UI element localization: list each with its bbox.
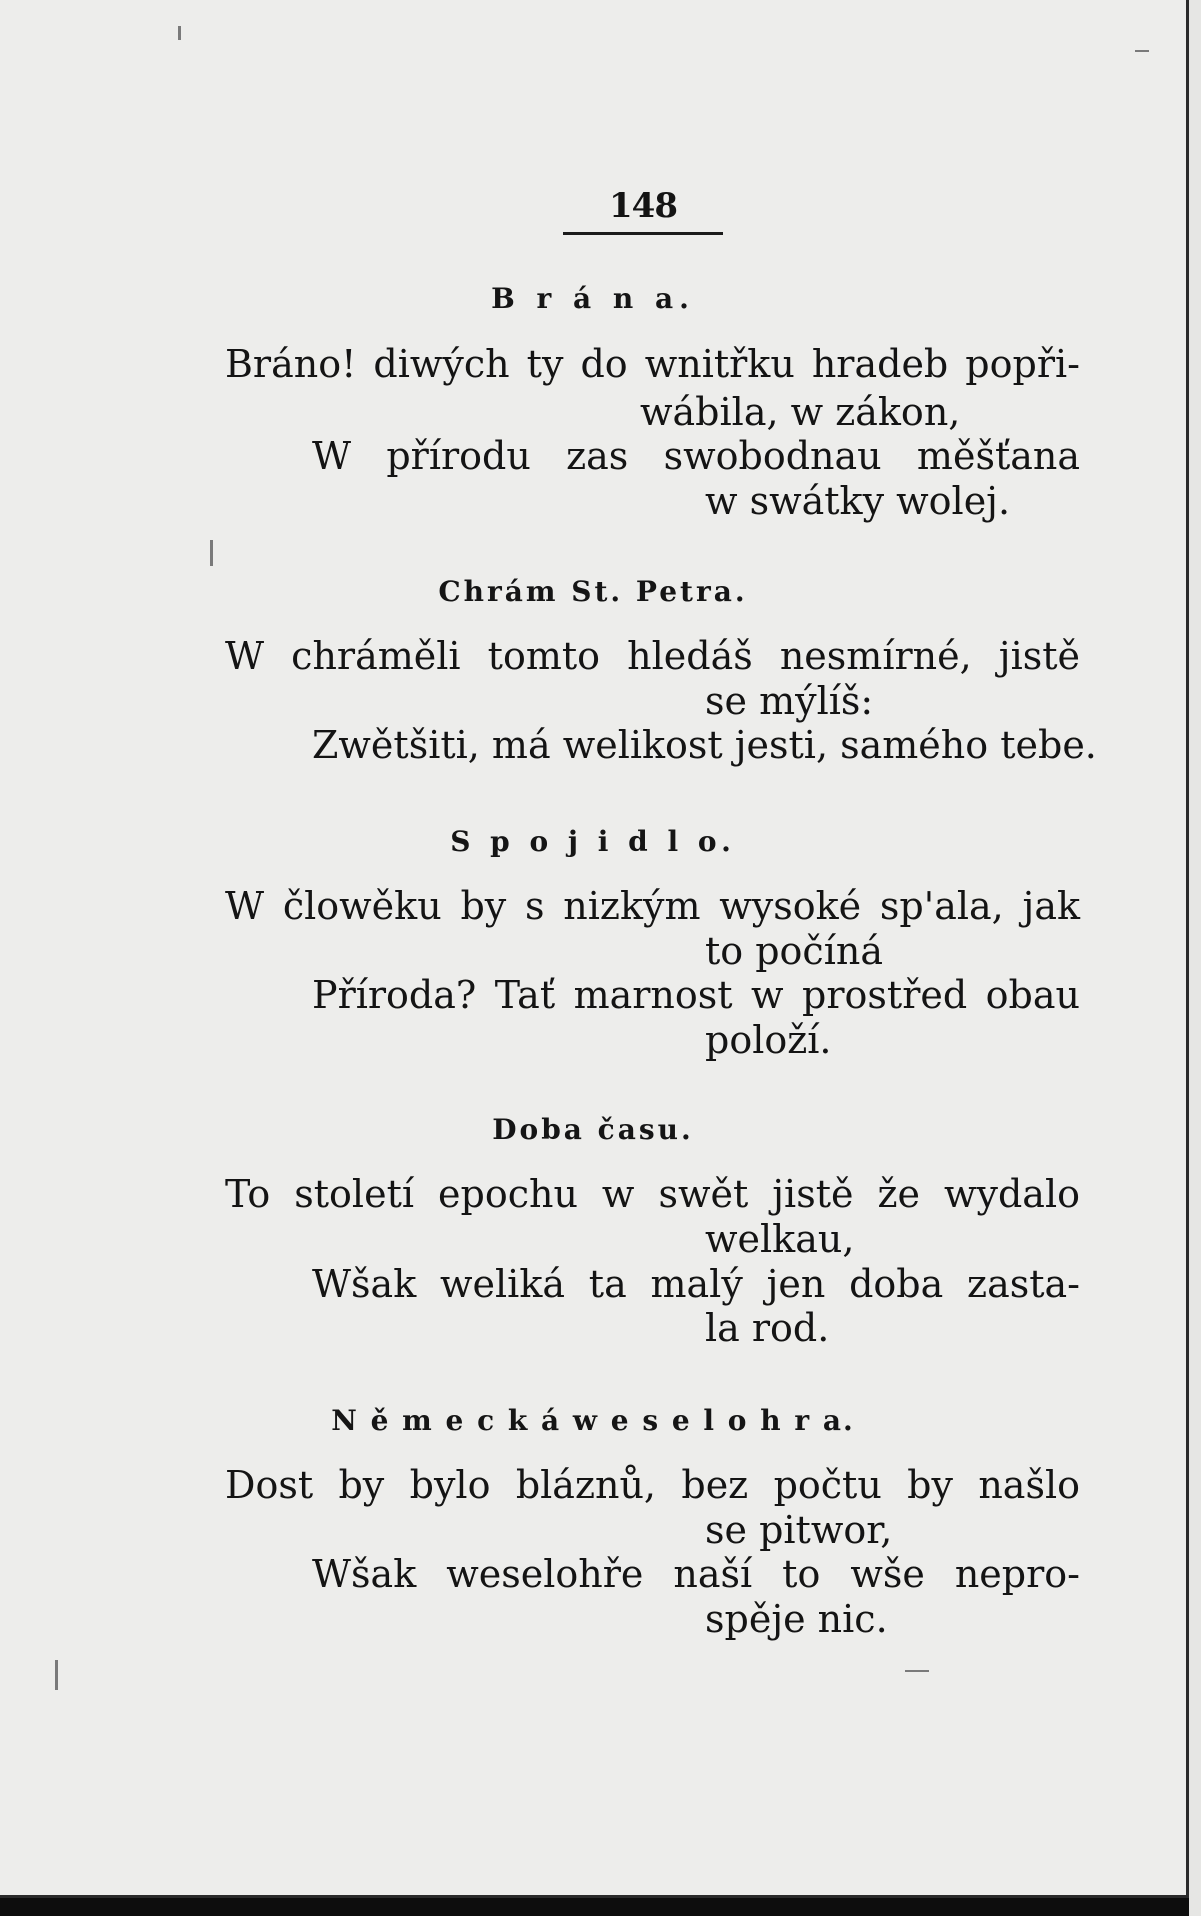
section-title-spojidlo: S p o j i d l o.	[450, 825, 736, 858]
verse-line: la rod.	[705, 1306, 830, 1350]
verse-line: To století epochu w swět jistě že wydalo	[225, 1172, 1080, 1216]
verse-line: Bráno! diwých ty do wnitřku hradeb popři-	[225, 342, 1080, 386]
section-title-nemecka-veselohra: N ě m e c k á w e s e l o h r a.	[331, 1404, 855, 1437]
verse-line: W přírodu zas swobodnau měšťana	[312, 434, 1080, 478]
section-title-chram: Chrám St. Petra.	[438, 575, 748, 608]
scan-speck	[1135, 50, 1149, 52]
verse-line: se mýlíš:	[705, 679, 874, 723]
scan-speck	[210, 540, 213, 566]
scan-speck	[55, 1660, 58, 1690]
verse-line: Dost by bylo bláznů, bez počtu by našlo	[225, 1463, 1080, 1507]
section-title-brana: B r á n a.	[491, 282, 695, 315]
scan-speck	[178, 26, 181, 40]
verse-line: Wšak weselohře naší to wše nepro-	[312, 1552, 1080, 1596]
verse-line: Příroda? Tať marnost w prostřed obau	[312, 973, 1080, 1017]
scan-edge	[1189, 0, 1201, 1916]
verse-line: spěje nic.	[705, 1597, 888, 1641]
verse-line: W chráměli tomto hledáš nesmírné, jistě	[225, 634, 1080, 678]
verse-line: Wšak weliká ta malý jen doba zasta-	[312, 1262, 1080, 1306]
page-number-rule	[563, 232, 723, 235]
verse-line: W člowěku by s nizkým wysoké sp'ala, jak	[225, 884, 1080, 928]
verse-line: w swátky wolej.	[705, 479, 1011, 523]
verse-line: položí.	[705, 1018, 832, 1062]
verse-line: se pitwor,	[705, 1508, 893, 1552]
scan-speck	[905, 1670, 929, 1672]
verse-line: wábila, w zákon,	[640, 390, 961, 434]
verse-line: to počíná	[705, 929, 883, 973]
page-number: 148	[609, 186, 677, 226]
verse-line: Zwětšiti, má welikost jesti, samého tebe.	[312, 723, 1097, 767]
verse-line: welkau,	[705, 1217, 855, 1261]
section-title-doba-casu: Doba času.	[492, 1113, 694, 1146]
